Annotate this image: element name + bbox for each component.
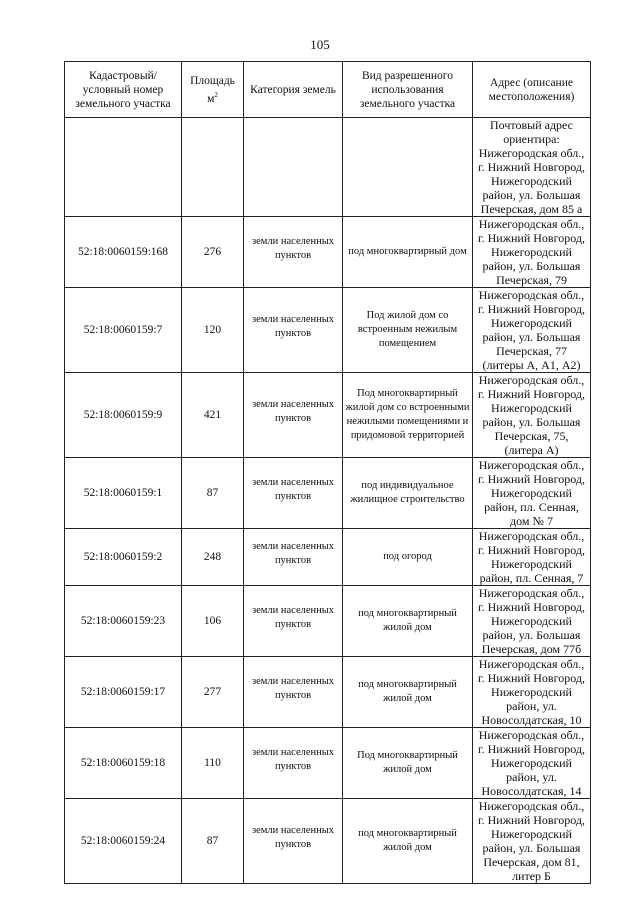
- land-category-cell: [244, 799, 343, 884]
- permitted-use-cell: под многоквартирный жилой дом: [343, 799, 473, 884]
- area-cell: 87: [182, 799, 244, 884]
- address-cell: Нижегородская обл., г. Нижний Новгород, Нижегородский район, ул. Большая Печерская, дом 77б: [473, 586, 591, 657]
- land-category-text: земли населенных пунктов: [251, 476, 335, 502]
- permitted-use-cell: [343, 118, 473, 217]
- table-row: [65, 529, 591, 586]
- address-cell: Нижегородская обл., г. Нижний Новгород, Нижегородский район, ул. Большая Печерская, 77 (литеры А, А1, А2): [473, 288, 591, 373]
- table-row: [65, 217, 591, 288]
- area-cell: 87: [182, 458, 244, 529]
- header-area-label: Площадь м: [190, 74, 235, 105]
- land-category-text: земли населенных пунктов: [251, 235, 335, 261]
- page-number: 105: [310, 37, 330, 52]
- header-area-unit-superscript: 2: [214, 90, 218, 99]
- cadastral-number-cell: 52:18:0060159:2: [65, 529, 182, 586]
- table-row: [65, 118, 591, 217]
- address-cell: Нижегородская обл., г. Нижний Новгород, Нижегородский район, ул. Большая Печерская, 79: [473, 217, 591, 288]
- cadastral-number-cell: [65, 118, 182, 217]
- header-cadastral-number: Кадастровый/ условный номер земельного участка: [65, 62, 182, 118]
- table-row: [65, 458, 591, 529]
- table-row: [65, 288, 591, 373]
- address-cell: Почтовый адрес ориентира: Нижегородская обл., г. Нижний Новгород, Нижегородский район, ул. Большая Печерская, дом 85 а: [473, 118, 591, 217]
- land-category-cell: [244, 458, 343, 529]
- area-cell: [182, 118, 244, 217]
- address-cell: Нижегородская обл., г. Нижний Новгород, Нижегородский район, пл. Сенная, дом № 7: [473, 458, 591, 529]
- permitted-use-cell: под индивидуальное жилищное строительство: [343, 458, 473, 529]
- cadastral-number-cell: 52:18:0060159:7: [65, 288, 182, 373]
- land-category-cell: [244, 373, 343, 458]
- land-category-cell: [244, 586, 343, 657]
- cadastral-number-cell: 52:18:0060159:1: [65, 458, 182, 529]
- address-cell: Нижегородская обл., г. Нижний Новгород, Нижегородский район, пл. Сенная, 7: [473, 529, 591, 586]
- header-permitted-use: Вид разрешенного использования земельного участка: [343, 62, 473, 118]
- table-row: [65, 373, 591, 458]
- land-category-text: земли населенных пунктов: [251, 604, 335, 630]
- table-header-row: [65, 62, 591, 118]
- permitted-use-cell: Под многоквартирный жилой дом со встроенными нежилыми помещениями и придомовой территорией: [343, 373, 473, 458]
- address-cell: Нижегородская обл., г. Нижний Новгород, Нижегородский район, ул. Большая Печерская, 75, (литера А): [473, 373, 591, 458]
- land-category-text: земли населенных пунктов: [251, 540, 335, 566]
- land-category-text: земли населенных пунктов: [251, 746, 335, 772]
- area-cell: 277: [182, 657, 244, 728]
- cadastral-number-cell: 52:18:0060159:18: [65, 728, 182, 799]
- table-row: [65, 728, 591, 799]
- land-category-text: земли населенных пунктов: [251, 675, 335, 701]
- area-cell: 120: [182, 288, 244, 373]
- permitted-use-cell: под многоквартирный жилой дом: [343, 657, 473, 728]
- header-land-category: Категория земель: [244, 62, 343, 118]
- land-category-cell: [244, 728, 343, 799]
- permitted-use-cell: Под многоквартирный жилой дом: [343, 728, 473, 799]
- permitted-use-cell: Под жилой дом со встроенным нежилым помещением: [343, 288, 473, 373]
- land-category-cell: [244, 217, 343, 288]
- table-row: [65, 586, 591, 657]
- land-category-cell: [244, 288, 343, 373]
- land-plots-table: [64, 61, 591, 884]
- area-cell: 110: [182, 728, 244, 799]
- permitted-use-cell: под многоквартирный жилой дом: [343, 586, 473, 657]
- cadastral-number-cell: 52:18:0060159:23: [65, 586, 182, 657]
- cadastral-number-cell: 52:18:0060159:9: [65, 373, 182, 458]
- permitted-use-cell: под многоквартирный дом: [343, 217, 473, 288]
- address-cell: Нижегородская обл., г. Нижний Новгород, Нижегородский район, ул. Новосолдатская, 14: [473, 728, 591, 799]
- land-category-text: земли населенных пунктов: [251, 824, 335, 850]
- land-category-cell: [244, 529, 343, 586]
- area-cell: 248: [182, 529, 244, 586]
- area-cell: 421: [182, 373, 244, 458]
- cadastral-number-cell: 52:18:0060159:168: [65, 217, 182, 288]
- area-cell: 276: [182, 217, 244, 288]
- area-cell: 106: [182, 586, 244, 657]
- header-area: [182, 62, 244, 118]
- header-address: Адрес (описание местоположения): [473, 62, 591, 118]
- permitted-use-cell: под огород: [343, 529, 473, 586]
- land-category-cell: [244, 657, 343, 728]
- land-category-cell: [244, 118, 343, 217]
- land-category-text: земли населенных пунктов: [251, 313, 335, 339]
- address-cell: Нижегородская обл., г. Нижний Новгород, Нижегородский район, ул. Новосолдатская, 10: [473, 657, 591, 728]
- table-row: [65, 799, 591, 884]
- address-cell: Нижегородская обл., г. Нижний Новгород, Нижегородский район, ул. Большая Печерская, дом 81, литер Б: [473, 799, 591, 884]
- table-row: [65, 657, 591, 728]
- cadastral-number-cell: 52:18:0060159:24: [65, 799, 182, 884]
- land-category-text: земли населенных пунктов: [251, 398, 335, 424]
- cadastral-number-cell: 52:18:0060159:17: [65, 657, 182, 728]
